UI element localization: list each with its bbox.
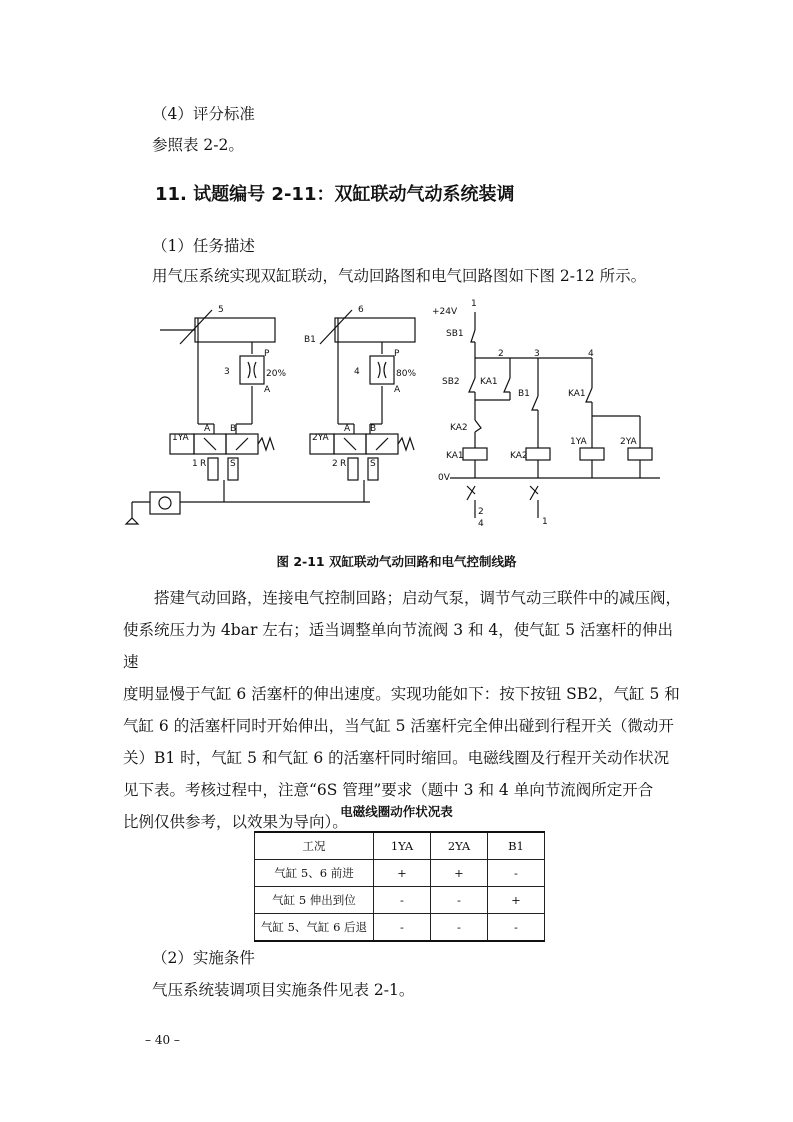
table-cell: - <box>431 887 488 914</box>
cylinder-5 <box>195 318 275 342</box>
relay-coil-ka2 <box>526 448 550 460</box>
table-header: 2YA <box>431 832 488 860</box>
label-valve2-r: R <box>340 459 347 469</box>
electrical-circuit <box>450 312 660 518</box>
paragraph-line: 使系统压力为 4bar 左右；适当调整单向节流阀 3 和 4，使气缸 5 活塞杆的伸出速 <box>123 621 674 671</box>
table-cell: - <box>374 914 431 942</box>
label-0v: 0V <box>438 473 450 483</box>
paragraph-line: 比例仅供参考，以效果为导向）。 <box>123 813 348 831</box>
section1-label: （1）任务描述 <box>152 237 255 255</box>
table-row <box>255 860 545 887</box>
label-b1: B1 <box>518 389 530 399</box>
label-sb1: SB1 <box>446 329 464 339</box>
flow-valve-4 <box>370 356 394 384</box>
label-bot4: 4 <box>478 519 484 529</box>
label-n2: 2 <box>498 349 504 359</box>
label-sb2: SB2 <box>442 377 460 387</box>
figure-caption: 图 2-11 双缸联动气动回路和电气控制线路 <box>276 554 517 569</box>
section4-label: （4）评分标准 <box>152 105 255 123</box>
label-n1: 1 <box>471 299 477 309</box>
cylinder-6 <box>335 318 415 342</box>
table-row <box>255 887 545 914</box>
paragraph-line: 气缸 6 的活塞杆同时开始伸出，当气缸 5 活塞杆完全伸出碰到行程开关（微动开 <box>123 717 674 735</box>
table-title: 电磁线圈动作状况表 <box>340 804 453 819</box>
label-ka1-contact-2: KA1 <box>568 389 586 399</box>
label-ka2-coil: KA2 <box>510 451 528 461</box>
label-sol1: 1YA <box>172 433 189 443</box>
table-header: 工况 <box>255 832 374 860</box>
page-heading: 11. 试题编号 2-11：双缸联动气动系统装调 <box>155 184 515 205</box>
label-port-p6: P <box>394 349 400 359</box>
label-cyl5: 5 <box>218 305 224 315</box>
table-header: B1 <box>488 832 545 860</box>
label-port-p5: P <box>264 349 270 359</box>
label-valve1-s: S <box>230 459 236 469</box>
label-2ya-coil: 2YA <box>620 437 637 447</box>
relay-coil-ka1 <box>463 448 487 460</box>
label-valve3-pct: 20% <box>266 369 287 379</box>
label-valve4-pct: 80% <box>396 369 417 379</box>
label-valve2-s: S <box>370 459 376 469</box>
paragraph-line: 度明显慢于气缸 6 活塞杆的伸出速度。实现功能如下：按下按钮 SB2，气缸 5 和 <box>123 685 680 703</box>
label-ka1-coil: KA1 <box>446 451 464 461</box>
task-paragraph <box>123 582 683 838</box>
label-cyl6: 6 <box>358 305 364 315</box>
table-header: 1YA <box>374 832 431 860</box>
paragraph-line: 见下表。考核过程中，注意“6S 管理”要求（题中 3 和 4 单向节流阀所定开合 <box>123 781 654 799</box>
label-valve4: 4 <box>354 367 360 377</box>
table-row <box>255 914 545 942</box>
coil-status-table <box>254 831 545 942</box>
label-24v: +24V <box>432 307 458 317</box>
label-valve1-b: B <box>230 424 237 434</box>
label-n3: 3 <box>534 349 540 359</box>
table-cell: - <box>374 887 431 914</box>
label-num1: 1 <box>192 459 198 469</box>
label-b1-mark: B1 <box>304 335 316 345</box>
label-port-a6: A <box>394 385 401 395</box>
solenoid-coil-1ya <box>580 448 604 460</box>
label-valve2-a: A <box>344 424 351 434</box>
table-cell: 气缸 5 伸出到位 <box>255 887 374 914</box>
label-num2: 2 <box>332 459 338 469</box>
intro-text: 用气压系统实现双缸联动，气动回路图和电气回路图如下图 2-12 所示。 <box>152 267 647 285</box>
table-cell: + <box>374 860 431 887</box>
label-ka1-contact: KA1 <box>480 377 498 387</box>
table-cell: 气缸 5、气缸 6 后退 <box>255 914 374 942</box>
table-cell: - <box>431 914 488 942</box>
page-number: – 40 – <box>145 1033 180 1047</box>
flow-valve-3 <box>240 356 264 384</box>
label-valve3: 3 <box>224 367 230 377</box>
label-valve1-a: A <box>204 424 211 434</box>
pneumatic-circuit <box>126 310 415 524</box>
table-cell: 气缸 5、6 前进 <box>255 860 374 887</box>
label-ka2-contact: KA2 <box>450 423 468 433</box>
label-n4: 4 <box>588 349 594 359</box>
label-sol2: 2YA <box>312 433 329 443</box>
circuit-figure <box>120 296 680 532</box>
section2-label: （2）实施条件 <box>152 949 255 967</box>
table-header-row <box>255 832 545 860</box>
paragraph-line: 搭建气动回路，连接电气控制回路；启动气泵，调节气动三联件中的减压阀， <box>154 589 682 607</box>
label-bot2: 2 <box>478 507 484 517</box>
section4-text: 参照表 2-2。 <box>152 136 244 154</box>
paragraph-line: 关）B1 时，气缸 5 和气缸 6 的活塞杆同时缩回。电磁线圈及行程开关动作状况 <box>123 749 670 767</box>
label-port-a5: A <box>264 385 271 395</box>
table-cell: + <box>431 860 488 887</box>
table-cell: - <box>488 914 545 942</box>
air-supply-unit <box>150 492 180 514</box>
solenoid-coil-2ya <box>628 448 652 460</box>
table-cell: + <box>488 887 545 914</box>
section2-text: 气压系统装调项目实施条件见表 2-1。 <box>152 981 415 999</box>
table-cell: - <box>488 860 545 887</box>
label-bot1: 1 <box>542 517 548 527</box>
label-valve1-r: R <box>200 459 207 469</box>
label-1ya-coil: 1YA <box>570 437 587 447</box>
label-valve2-b: B <box>370 424 377 434</box>
